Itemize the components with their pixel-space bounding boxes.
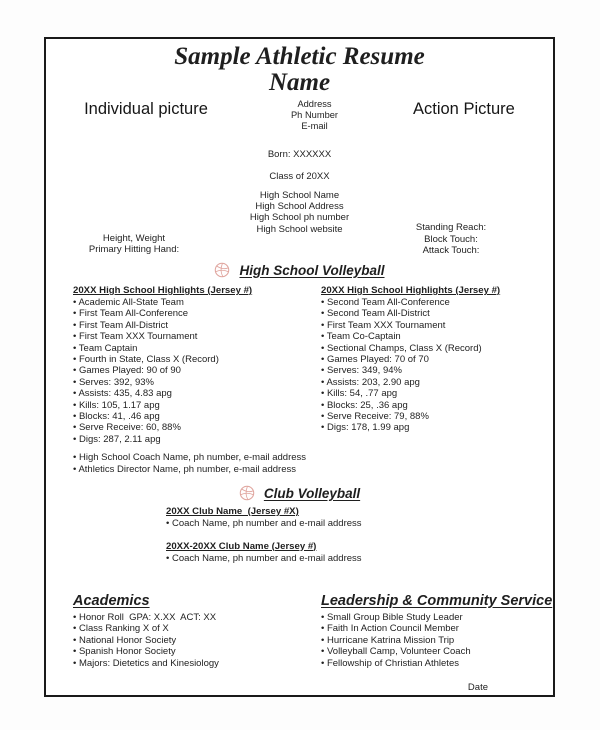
volleyball-icon [239,485,255,501]
club-contact-list [166,553,553,564]
photo-row [46,99,553,143]
academics-list [73,612,321,669]
school-line: High School ph number [249,212,350,224]
date-label: Date [467,681,488,693]
highlight-item: • Serves: 392, 93% [73,377,321,388]
highlight-item: • Second Team All-District [321,308,555,319]
born-line: Born: XXXXXX [267,149,332,160]
highlights-list [321,297,555,434]
academics-section [73,593,321,669]
highlight-item: • Blocks: 41, .46 apg [73,411,321,422]
highlights-list [73,297,321,445]
physical-stats-left [59,233,209,255]
highlights-header: 20XX High School Highlights (Jersey #) [321,285,501,296]
leadership-item: • Faith In Action Council Member [321,623,555,634]
physical-stat-line: Height, Weight [102,232,166,244]
leadership-item: • Fellowship of Christian Athletes [321,658,555,669]
school-line: High School Address [255,201,344,213]
coach-contact-line: • Athletics Director Name, ph number, e-mail address [73,464,553,475]
section-title: Club Volleyball [263,485,361,501]
highlight-item: • Games Played: 70 of 70 [321,354,555,365]
club-header: 20XX-20XX Club Name (Jersey #) [166,540,317,552]
section-title: High School Volleyball [239,262,385,278]
highlight-item: • First Team All-Conference [73,308,321,319]
club-contact-list [166,518,553,529]
club-entry [166,541,553,564]
academic-item: • Class Ranking X of X [73,623,321,634]
academics-heading: Academics [73,592,150,609]
highlights-header: 20XX High School Highlights (Jersey #) [73,285,253,296]
coach-contacts [46,452,553,475]
highlight-item: • Assists: 203, 2.90 apg [321,377,555,388]
individual-picture-placeholder: Individual picture [84,100,208,118]
club-volleyball-heading [46,484,553,502]
leadership-section [321,593,555,669]
physical-stat-line: Standing Reach: [415,222,487,234]
contact-line: E-mail [301,121,328,132]
highlight-item: • Fourth in State, Class X (Record) [73,354,321,365]
physical-stats-right [376,222,526,256]
contact-line: Address [297,99,332,109]
highlight-item: • Second Team All-Conference [321,297,555,308]
highlight-item: • Digs: 178, 1.99 apg [321,422,555,433]
highlight-item: • Serve Receive: 79, 88% [321,411,555,422]
physical-stat-line: Primary Hitting Hand: [88,243,180,255]
highlights-columns [46,285,553,445]
class-of-line: Class of 20XX [269,171,330,182]
resume-title: Sample Athletic Resume [174,43,425,70]
highlights-column-left [73,285,321,445]
highlights-column-right [321,285,555,445]
highlight-item: • Assists: 435, 4.83 apg [73,388,321,399]
highlight-item: • Kills: 105, 1.17 apg [73,400,321,411]
highlight-item: • First Team XXX Tournament [73,331,321,342]
highlight-item: • Blocks: 25, .36 apg [321,400,555,411]
highlight-item: • Sectional Champs, Class X (Record) [321,343,555,354]
resume-page [44,37,555,697]
physical-stat-line: Block Touch: [424,233,478,245]
leadership-item: • Small Group Bible Study Leader [321,612,555,623]
school-line: High School website [256,223,343,235]
highlight-item: • Kills: 54, .77 apg [321,388,555,399]
contact-line: Ph Number [290,110,339,121]
highlight-item: • Digs: 287, 2.11 apg [73,434,321,445]
academic-item: • Spanish Honor Society [73,646,321,657]
bottom-columns [46,593,553,669]
leadership-heading: Leadership & Community Service [321,592,553,609]
club-header: 20XX Club Name (Jersey #X) [166,506,299,518]
highlight-item: • Academic All-State Team [73,297,321,308]
leadership-list [321,612,555,669]
highlight-item: • Serves: 349, 94% [321,365,555,376]
school-line: High School Name [259,190,340,201]
contact-block [216,99,413,143]
highlight-item: • Games Played: 90 of 90 [73,365,321,376]
coach-contact-line: • High School Coach Name, ph number, e-mail address [73,452,553,463]
highlight-item: • First Team All-District [73,320,321,331]
highlight-item: • Team Captain [73,343,321,354]
club-contact-line: • Coach Name, ph number and e-mail address [166,553,553,564]
high-school-volleyball-heading [46,261,553,279]
highlight-item: • Team Co-Captain [321,331,555,342]
action-picture-placeholder: Action Picture [413,100,515,118]
school-info-grid [46,190,553,256]
academic-item: • Honor Roll GPA: X.XX ACT: XX [73,612,321,623]
highlight-item: • First Team XXX Tournament [321,320,555,331]
volleyball-icon [214,262,230,278]
academic-item: • National Honor Society [73,635,321,646]
leadership-item: • Volleyball Camp, Volunteer Coach [321,646,555,657]
highlight-item: • Serve Receive: 60, 88% [73,422,321,433]
club-entry [166,506,553,529]
club-contact-line: • Coach Name, ph number and e-mail address [166,518,553,529]
leadership-item: • Hurricane Katrina Mission Trip [321,635,555,646]
physical-stat-line: Attack Touch: [422,244,480,256]
academic-item: • Majors: Dietetics and Kinesiology [73,658,321,669]
resume-name-line: Name [268,69,331,96]
